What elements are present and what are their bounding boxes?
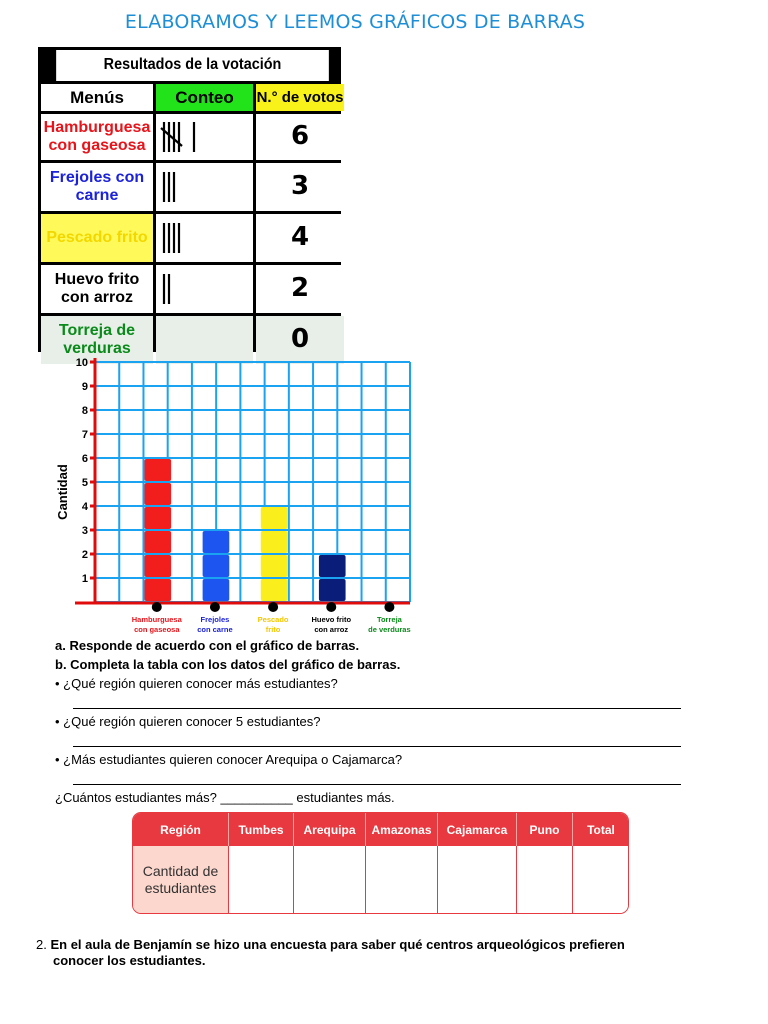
page-title: ELABORAMOS Y LEEMOS GRÁFICOS DE BARRAS	[124, 11, 586, 33]
question-2: • ¿Qué región quieren conocer 5 estudiantes?	[55, 714, 321, 729]
y-tick-label: 1	[81, 573, 88, 585]
category-dot	[152, 602, 162, 612]
vote-table-title: Resultados de la votación	[56, 50, 329, 81]
header-menus: Menús	[41, 84, 153, 111]
question-4: ¿Cuántos estudiantes más? __________ estudiantes más.	[55, 790, 395, 805]
region-header: Región	[133, 813, 229, 846]
y-tick-label: 9	[81, 381, 88, 393]
problem-2-number: 2.	[36, 937, 47, 952]
y-tick-label: 7	[81, 429, 88, 441]
question-1: • ¿Qué región quieren conocer más estudiantes?	[55, 676, 338, 691]
category-label: Torreja	[376, 615, 402, 624]
y-tick-label: 6	[81, 453, 88, 465]
tally-marks	[160, 168, 250, 206]
answer-cell-total[interactable]	[573, 846, 629, 913]
header-votos: N.° de votos	[256, 84, 344, 111]
region-header: Amazonas	[366, 813, 438, 846]
bar-segment	[203, 579, 230, 601]
category-label: con arroz	[314, 625, 349, 634]
category-label: frito	[265, 625, 281, 634]
bar-segment	[144, 459, 171, 481]
bar-segment	[261, 507, 288, 529]
y-tick-label: 4	[81, 501, 88, 513]
menu-cell: Frejoles con carne	[41, 163, 153, 211]
tally-cell	[156, 265, 253, 313]
category-label: con gaseosa	[134, 625, 180, 634]
tally-marks	[160, 118, 250, 156]
menu-cell: Hamburguesa con gaseosa	[41, 114, 153, 160]
answer-cell-tumbes[interactable]	[229, 846, 294, 913]
votes-cell: 2	[256, 265, 344, 313]
answer-line-2[interactable]	[73, 746, 681, 747]
votes-cell: 0	[256, 316, 344, 364]
category-dot	[268, 602, 278, 612]
region-header: Total	[573, 813, 629, 846]
votes-cell: 4	[256, 214, 344, 262]
bar-segment	[319, 555, 346, 577]
problem-2	[36, 937, 726, 968]
category-label: de verduras	[368, 625, 411, 634]
problem-2-line2: conocer los estudiantes.	[53, 952, 206, 968]
bar-segment	[144, 483, 171, 505]
instruction-a: a. Responde de acuerdo con el gráfico de barras.	[55, 638, 360, 653]
vote-results-table	[38, 47, 344, 357]
instruction-b: b. Completa la tabla con los datos del gráfico de barras.	[55, 657, 401, 672]
bar-segment	[319, 579, 346, 601]
bar-segment	[203, 531, 230, 553]
answer-line-3[interactable]	[73, 784, 681, 785]
votes-cell: 3	[256, 163, 344, 211]
bar-segment	[144, 531, 171, 553]
votes-cell: 6	[256, 114, 344, 160]
bar-chart	[50, 353, 415, 643]
tally-cell	[156, 163, 253, 211]
problem-2-line1: En el aula de Benjamín se hizo una encuesta para saber qué centros arqueológicos prefieren	[50, 937, 625, 952]
category-label: con carne	[197, 625, 233, 634]
tally-marks	[160, 219, 250, 257]
y-tick-label: 8	[81, 405, 88, 417]
row-label-students: Cantidad de estudiantes	[133, 846, 229, 913]
bar-segment	[144, 507, 171, 529]
region-header: Puno	[517, 813, 573, 846]
bar-segment	[144, 579, 171, 601]
answer-cell-amazonas[interactable]	[366, 846, 438, 913]
tally-cell	[156, 214, 253, 262]
y-tick-label: 2	[81, 549, 88, 561]
bar-segment	[261, 579, 288, 601]
answer-cell-cajamarca[interactable]	[438, 846, 517, 913]
y-tick-label: 3	[81, 525, 88, 537]
answer-cell-puno[interactable]	[517, 846, 573, 913]
answer-line-1[interactable]	[73, 708, 681, 709]
category-dot	[326, 602, 336, 612]
category-label: Huevo frito	[311, 615, 352, 624]
bar-segment	[144, 555, 171, 577]
category-dot	[384, 602, 394, 612]
bar-segment	[261, 555, 288, 577]
category-dot	[210, 602, 220, 612]
region-table	[132, 812, 629, 914]
category-label: Pescado	[257, 615, 289, 624]
menu-cell: Pescado frito	[41, 214, 153, 262]
header-conteo: Conteo	[156, 84, 253, 111]
region-header: Cajamarca	[438, 813, 517, 846]
category-label: Frejoles	[200, 615, 230, 624]
region-header: Tumbes	[229, 813, 294, 846]
answer-cell-arequipa[interactable]	[294, 846, 366, 913]
category-label: Hamburguesa	[131, 615, 182, 624]
tally-marks	[160, 270, 250, 308]
y-tick-label: 5	[81, 477, 88, 489]
y-axis-label: Cantidad	[55, 464, 70, 520]
question-3: • ¿Más estudiantes quieren conocer Arequipa o Cajamarca?	[55, 752, 403, 767]
menu-cell: Torreja de verduras	[41, 316, 153, 364]
bar-segment	[261, 531, 288, 553]
menu-cell: Huevo frito con arroz	[41, 265, 153, 313]
tally-cell	[156, 114, 253, 160]
y-tick-label: 10	[75, 357, 88, 369]
bar-segment	[203, 555, 230, 577]
region-header: Arequipa	[294, 813, 366, 846]
